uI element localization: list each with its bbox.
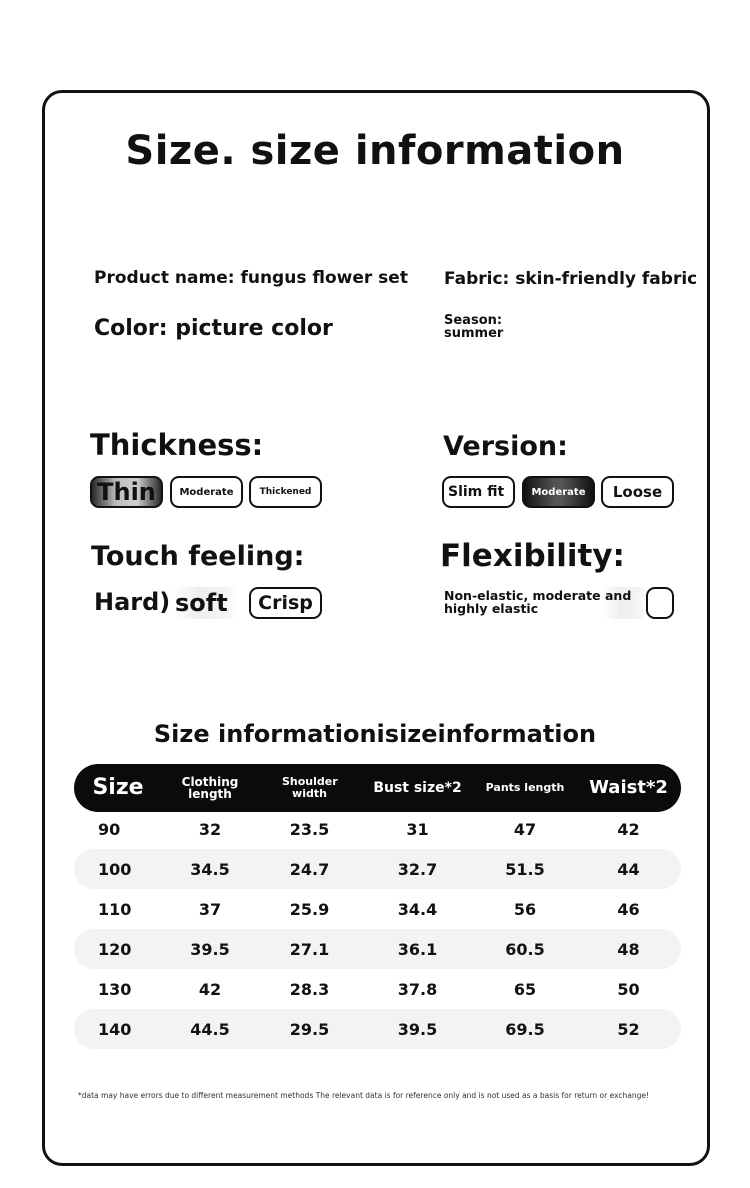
- flexibility-heading: Flexibility:: [440, 538, 625, 574]
- header-clothing-length: Clothing length: [181, 775, 239, 801]
- table-cell: 42: [198, 979, 222, 999]
- table-cell: 36.1: [397, 939, 438, 959]
- page-title: Size. size information: [125, 128, 625, 174]
- season-value: summer: [444, 326, 504, 341]
- table-cell: 25.9: [289, 899, 330, 919]
- header-bust-size: Bust size*2: [373, 780, 462, 796]
- version-option-loose[interactable]: Loose: [601, 476, 674, 508]
- table-cell: 29.5: [289, 1019, 330, 1039]
- table-cell: 42: [617, 819, 640, 839]
- table-cell: 28.3: [289, 979, 330, 999]
- table-cell: 100: [98, 859, 132, 879]
- table-row: [74, 889, 681, 929]
- table-cell: 69.5: [505, 1019, 545, 1039]
- table-row: [74, 849, 681, 889]
- table-cell: 39.5: [397, 1019, 438, 1039]
- table-cell: 31: [406, 819, 429, 839]
- table-cell: 34.5: [190, 859, 230, 879]
- version-option-slim-fit[interactable]: Slim fit: [442, 476, 515, 508]
- header-size: Size: [92, 775, 144, 800]
- table-cell: 60.5: [505, 939, 545, 959]
- table-cell: 56: [513, 899, 537, 919]
- table-header-row: [74, 764, 681, 812]
- header-shoulder-width: Shoulder width: [282, 775, 338, 800]
- table-cell: 90: [98, 819, 121, 839]
- table-cell: 37.8: [397, 979, 438, 999]
- table-cell: 46: [617, 899, 640, 919]
- thickness-heading: Thickness:: [90, 428, 264, 462]
- table-cell: 48: [617, 939, 640, 959]
- table-cell: 37: [198, 899, 222, 919]
- thickness-option-moderate[interactable]: Moderate: [170, 476, 243, 508]
- table-title: Size informationisizeinformation: [153, 720, 597, 748]
- table-body: [74, 809, 681, 1049]
- product-name: Product name: fungus flower set: [94, 268, 408, 288]
- table-cell: 27.1: [289, 939, 330, 959]
- touch-option-soft[interactable]: soft: [170, 587, 240, 619]
- version-option-moderate[interactable]: Moderate: [522, 476, 595, 508]
- thickness-option-thin[interactable]: Thin: [90, 476, 163, 508]
- table-cell: 65: [513, 979, 537, 999]
- color-info: Color: picture color: [94, 316, 333, 341]
- table-cell: 39.5: [190, 939, 230, 959]
- season-label: Season:: [444, 313, 503, 328]
- header-waist: Waist*2: [589, 777, 668, 798]
- table-cell: 130: [98, 979, 132, 999]
- table-cell: 50: [617, 979, 640, 999]
- flexibility-text: Non-elastic, moderate and highly elastic: [444, 588, 632, 616]
- table-cell: 52: [617, 1019, 640, 1039]
- table-row: [74, 929, 681, 969]
- fabric-info: Fabric: skin-friendly fabric: [444, 269, 698, 289]
- table-cell: 51.5: [505, 859, 545, 879]
- table-cell: 44: [617, 859, 640, 879]
- table-cell: 44.5: [190, 1019, 230, 1039]
- table-cell: 32.7: [397, 859, 438, 879]
- version-heading: Version:: [443, 431, 568, 462]
- table-cell: 23.5: [289, 819, 330, 839]
- table-cell: 47: [513, 819, 537, 839]
- table-row: [74, 809, 681, 849]
- table-row: [74, 969, 681, 1009]
- table-cell: 32: [198, 819, 222, 839]
- table-cell: 24.7: [289, 859, 330, 879]
- thickness-option-thickened[interactable]: Thickened: [249, 476, 322, 508]
- touch-option-hard: Hard): [94, 588, 171, 616]
- touch-heading: Touch feeling:: [91, 541, 305, 572]
- header-pants-length: Pants length: [485, 781, 565, 794]
- touch-option-crisp[interactable]: Crisp: [249, 587, 322, 619]
- table-cell: 34.4: [397, 899, 438, 919]
- table-cell: 140: [98, 1019, 132, 1039]
- table-row: [74, 1009, 681, 1049]
- table-cell: 120: [98, 939, 132, 959]
- footnote: *data may have errors due to different measurement methods The relevant data is for reference only and is not used as a basis for return or exchange!: [78, 1091, 650, 1100]
- table-cell: 110: [98, 899, 132, 919]
